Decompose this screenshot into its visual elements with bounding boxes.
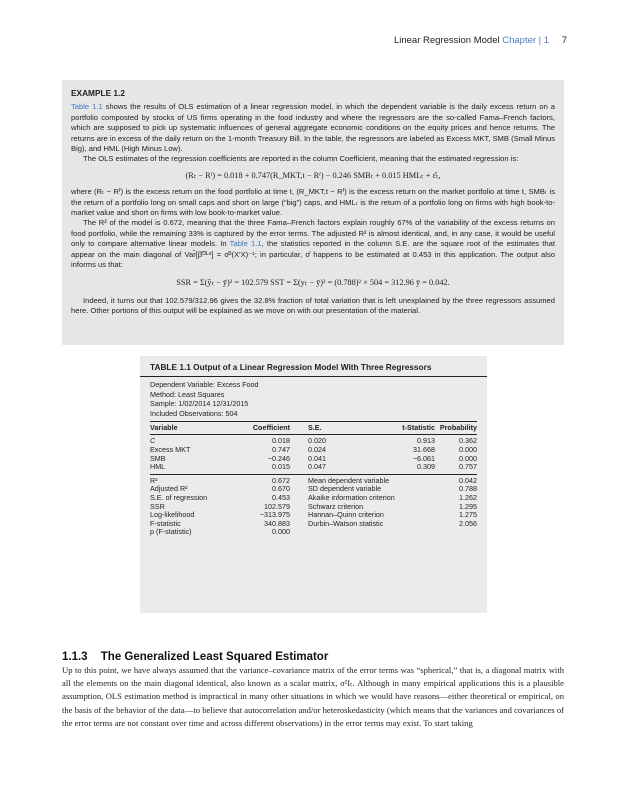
example-paragraph-5: Indeed, it turns out that 102.579/312.96 gives the 32.8% fraction of total variation that is left unexplained by the three regressors assumed here. Other portions of this output will be explained as we move on with our presentation of the material. [71,295,555,316]
coefficients-rows [150,437,477,471]
regression-equation: (Rₜ − Rᶠ) = 0.018 + 0.747(R_MKT,t − Rᶠ) − 0.246 SMBₜ + 0.015 HMLₜ + ε̂ₜ, [185,170,441,180]
page-number: 7 [561,35,567,46]
table-header-row: Variable Coefficient S.E. t-Statistic Probability [150,422,477,432]
meta-line: Included Observations: 504 [150,409,238,419]
section-number: 1.1.3 [62,651,88,663]
table-row: C 0.018 0.020 0.913 0.362 [150,436,477,446]
table-link[interactable]: Table 1.1 [71,102,103,112]
table-title: TABLE 1.1 Output of a Linear Regression Model With Three Regressors [140,356,487,377]
table-link[interactable]: Table 1.1 [229,239,262,249]
table-row: HML 0.015 0.047 0.309 0.757 [150,462,477,472]
running-title: Linear Regression Model [393,35,500,46]
meta-line: Dependent Variable: Excess Food [150,380,259,389]
example-paragraph-2: The OLS estimates of the regression coefficients are reported in the column Coefficient, meaning that the estimated regression is: [83,154,519,164]
running-header [394,35,567,46]
section-title: The Generalized Least Squared Estimator [100,651,329,663]
stats-row: Adjusted R² 0.670 SD dependent variable 0.788 [150,484,477,494]
coefficients-table [150,424,477,433]
meta-line: Sample: 1/02/2014 12/31/2015 [150,399,249,409]
table-meta [150,380,477,419]
stats-row: SSR 102.579 Schwarz criterion 1.295 [150,501,477,511]
example-paragraph-3: where (Rₜ − Rᶠ) is the excess return on the food portfolio at time t, (R_MKT,t − Rᶠ) is the excess return on the market portfolio at time t, SMBₜ is the return of a portfolio long on small caps and short on large (“big”) caps, and HMLₜ is the return of a portfolio long on firms with high book-to-market value and short on firms with low book-to-market value. [71,187,555,218]
meta-line: Method: Least Squares [150,389,225,399]
example-box [62,80,564,345]
table-row: SMB −0.246 0.041 −6.061 0.000 [150,453,477,463]
example-title: EXAMPLE 1.2 [71,88,125,98]
stats-row: F-statistic 340.883 Durbin–Watson statistic 2.056 [150,518,477,528]
divider [150,474,477,475]
stats-row: S.E. of regression 0.453 Akaike information criterion 1.262 [150,492,477,502]
table-row: Excess MKT 0.747 0.024 31.668 0.000 [150,445,477,454]
example-paragraph-1: Table 1.1 shows the results of OLS estimation of a linear regression model, in which the dependent variable is the daily excess return on a portfolio composted by stocks of US firms operating in the food industry and where the regressors are the so-called Fama–French factors, which are supposed to pick up systematic influences of general aggregate economic conditions on the equity prices and hence returns. The returns are in excess of the daily return on the 1-month Treasury Bill. In the table, the regressors are labeled as Excess MKT, SMB (Small Minus Big), and HML (High Minus Low). [71,102,556,154]
stats-row: Log-likelihood −313.975 Hannan–Quinn criterion 1.275 [150,510,477,520]
body-text-block [62,664,564,730]
chapter-label: Chapter | 1 [502,35,550,46]
body-paragraph: Up to this point, we have always assumed that the variance–covariance matrix of the error terms was “spherical,” that is, a diagonal matrix with all the elements on the main diagonal identical, also known as a scalar matrix, σ²Iₜ. Although in many empirical applications this is a plausible assumption, OLS estimation method is impractical in many other situations in which we would have reasons—either theoretical or empirical, on the basis of the behavior of the data—to believe that autocorrelation and/or heteroskedasticity (which means that the variances and covariances of the error terms are not constant over time and across different observations) in the error terms may exist. To start taking [62,665,564,728]
example-paragraph-4: The R² of the model is 0.672, meaning that the three Fama–French factors explain roughly 67% of the variability of the excess returns on food portfolio, while the remaining 33% is captured by the error terms. The adjusted R² is almost identical, and, in any case, it would be useful only to compare alternative linear models. In Table 1.1, the statistics reported in the column S.E. are the square root of the estimates that appear on the main diagonal of Var̂[β̂ᴼᴸˢ] = σ̂²(X′X)⁻¹; in particular, σ̂ happens to be estimated at 0.453 in this application. The output also informs us that: [71,218,555,270]
section-heading [62,651,328,663]
divider [150,434,477,435]
ssr-sst-equation: SSR = Σ(ŷₜ − ȳ)² = 102.579 SST = Σ(yₜ − ȳ)² = (0.788)² × 504 = 312.96 ȳ = 0.042. [176,277,450,287]
divider [150,421,477,422]
statistics-table [150,477,477,537]
stats-row: p (F-statistic) 0.000 [150,527,290,537]
stats-row: R² 0.672 Mean dependent variable 0.042 [150,475,477,485]
regression-table [140,356,487,613]
